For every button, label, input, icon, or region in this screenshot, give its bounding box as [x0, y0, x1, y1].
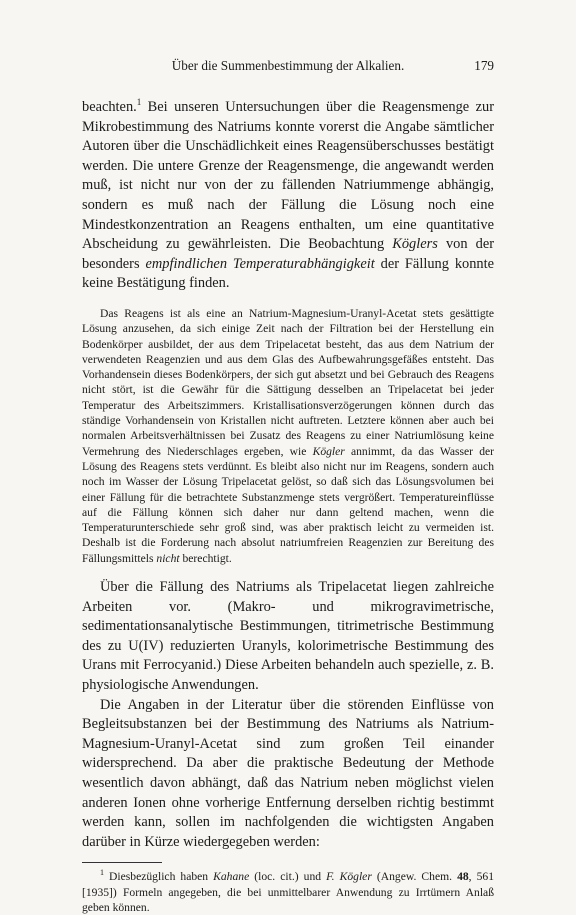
- text-run: Das Reagens ist als eine an Natrium-Magnesium-Uranyl-Acetat stets gesättigte Lösung anzusehen, da sich einige Zeit nach der Filtration bei der Herstellung ein Bodenkörper ausbildet, der aus dem Tripelacetat besteht, das aus dem Natrium der verwendeten Reagenzien und aus dem Glas des Aufbewahrungsgefäßes entsteht. Das Vorhandensein dieses Bodenkörpers, der sich gut absetzt und bei Gebrauch des Reagens nicht stört, ist die Gewähr für die Sättigung desselben an Tripelacetat bei jeder Temperatur des Arbeitszimmers. Kristallisationsverzögerungen können durch das ständige Vorhandensein von Kristallen nicht auftreten. Letztere können aber auch bei normalen Arbeitsverhältnissen bei Zusatz des Reagens zu einer Natriumlösung keine Vermehrung des Niederschlages ergeben, wie: [82, 306, 494, 458]
- text-run: Bei unseren Untersuchungen über die Reagensmenge zur Mikrobestimmung des Natriums konnte vorerst die Angabe sämtlicher Autoren über die Unschädlichkeit eines Reagensüberschusses bestätigt werden. Die untere Grenze der Reagensmenge, die angewandt werden muß, ist nicht nur von der zu fällenden Natriummenge abhängig, sondern es muß nach der Fällung die Lösung noch eine Mindestkonzentration an Reagens enthalten, um eine quantitative Abscheidung zu gewährleisten. Die Beobachtung: [82, 99, 494, 253]
- footnote-reference: 1: [136, 97, 142, 108]
- page-number: 179: [474, 58, 494, 73]
- emphasis: nicht: [156, 551, 180, 565]
- text-run: Diesbezüglich haben: [104, 870, 214, 884]
- author-name: Kahane: [213, 870, 250, 884]
- author-name: F. Kögler: [326, 870, 372, 884]
- text-run: (Angew. Chem.: [371, 870, 458, 884]
- text-run: (loc. cit.) und: [249, 870, 327, 884]
- text-run: der Fällung konnte keine Bestätigung finden.: [82, 255, 494, 292]
- author-name: Köglers: [392, 236, 438, 253]
- running-header: [82, 58, 494, 76]
- volume-number: 48: [457, 870, 469, 884]
- text-run: beachten.: [82, 99, 137, 115]
- emphasis: empfindlichen Temperaturabhängigkeit: [145, 255, 375, 272]
- text-run: annimmt, da das Wasser der Lösung des Reagens stets verdünnt. Es bleibt also nicht nur im Reagens, sondern auch noch im Wasser der Lösung Tripelacetat gelöst, so daß sich das Lösungsvolumen bei einer Fällung für die betrachtete Substanzmenge stets vergrößert. Temperatureinflüsse auf die Fällung können sich daher nur dann geltend machen, wenn die Temperaturunterschiede sehr groß sind, was aber praktisch leicht zu vermeiden ist. Deshalb ist die Forderung nach absolut natriumfreien Reagenzien zur Bereitung des Fällungsmittels: [82, 444, 494, 565]
- text-run: von der besonders: [82, 236, 495, 272]
- paragraph-small-print: [82, 306, 494, 566]
- text-run: berechtigt.: [179, 551, 232, 565]
- footnote-divider: [82, 862, 162, 863]
- footnote: [82, 869, 494, 915]
- running-title: Über die Summenbestimmung der Alkalien.: [171, 58, 405, 73]
- footnote-marker: 1: [100, 868, 104, 878]
- text-run: , 561 [1935]) Formeln angegeben, die bei unmittelbarer Anwendung zu Irrtümern Anlaß geben können.: [82, 870, 495, 914]
- paragraph-reagent-amount: [82, 98, 494, 294]
- paragraph-literature: Die Angaben in der Literatur über die störenden Einflüsse von Begleitsubstanzen bei der Bestimmung des Natriums als Natrium-Magnesium-Uranyl-Acetat sind zum großen Teil einander widersprechend. Da aber die praktische Bedeutung der Methode wesentlich davon abhängt, daß das Natrium neben möglichst vielen anderen Ionen ohne vorherige Entfernung derselben richtig bestimmt werden kann, sollen im nachfolgenden die wichtigsten Angaben darüber in Kürze wiedergegeben werden:: [82, 696, 494, 850]
- paragraph-tripelacetat: Über die Fällung des Natriums als Tripelacetat liegen zahlreiche Arbeiten vor. (Makro- und mikrogravimetrische, sedimentationsanalytische Bestimmungen, titrimetrische Bestimmung des zu U(IV) reduzierten Uranyls, kolorimetrische Bestimmung des Urans mit Ferrocyanid.) Diese Arbeiten behandeln auch spezielle, z. B. physiologische Anwendungen.: [82, 578, 494, 693]
- author-name: Kögler: [312, 444, 345, 458]
